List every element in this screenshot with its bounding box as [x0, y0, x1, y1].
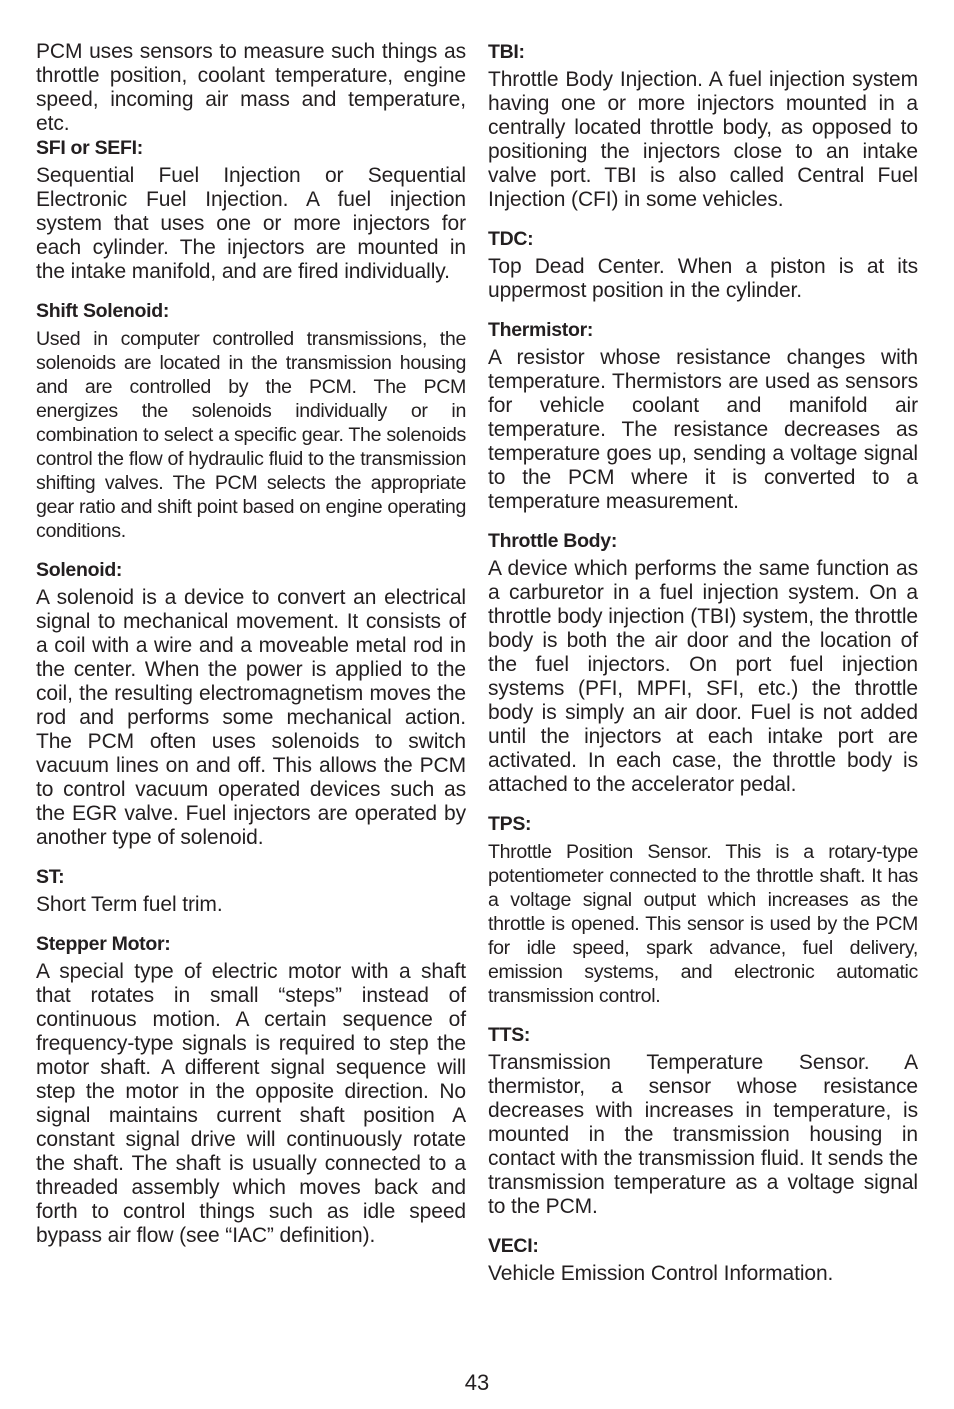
page-number: 43 [464, 1370, 490, 1395]
term-heading: Shift Solenoid: [36, 300, 170, 322]
glossary-entry-st [36, 865, 466, 917]
term-definition: Throttle Position Sensor. This is a rotary-type potentiometer connected to the throttle shaft. It has a voltage signal output which increases as the throttle is opened. This sensor is used by the PCM for idle speed, spark advance, fuel delivery, emission systems, and electronic automatic transmission control. [488, 841, 918, 1007]
glossary-entry-tbi [488, 40, 918, 212]
glossary-entry-stepper-motor [36, 932, 466, 1248]
glossary-entry-tts [488, 1023, 918, 1219]
term-definition: Vehicle Emission Control Information. [488, 1262, 834, 1285]
glossary-entry-sfi [36, 136, 466, 284]
glossary-entry-tps [488, 812, 918, 1008]
glossary-entry-thermistor [488, 318, 918, 514]
term-heading: TTS: [488, 1024, 531, 1046]
term-definition: A solenoid is a device to convert an electrical signal to mechanical movement. It consists of a coil with a wire and a moveable metal rod in the center. When the power is applied to the coil, the resulting electromagnetism moves the rod and performs some mechanical action. The PCM often uses solenoids to switch vacuum lines on and off. This allows the PCM to control vacuum operated devices such as the EGR valve. Fuel injectors are operated by another type of solenoid. [36, 586, 466, 849]
term-definition: Transmission Temperature Sensor. A thermistor, a sensor whose resistance decreases with increases in temperature, is mounted in the transmission housing in contact with the transmission fluid. It sends the transmission temperature as a voltage signal to the PCM. [488, 1051, 918, 1218]
right-column [488, 40, 918, 1301]
glossary-entry-shift-solenoid [36, 299, 466, 543]
term-heading: TPS: [488, 813, 532, 835]
glossary-entry-tdc [488, 227, 918, 303]
term-definition: A device which performs the same function as a carburetor in a fuel injection system. On a throttle body injection (TBI) system, the throttle body is both the air door and the location of the fuel injectors. On port fuel injection systems (PFI, MPFI, SFI, etc.) the throttle body is simply an air door. Fuel is not added until the injectors at each intake port are activated. In each case, the throttle body is attached to the accelerator pedal. [488, 557, 918, 796]
term-heading: TBI: [488, 41, 525, 63]
term-definition: A resistor whose resistance changes with temperature. Thermistors are used as sensors for vehicle coolant and manifold air temperature. The resistance decreases as temperature goes up, sending a voltage signal to the PCM where it is converted to a temperature measurement. [488, 346, 918, 513]
term-heading: SFI or SEFI: [36, 137, 143, 159]
term-heading: TDC: [488, 228, 534, 250]
term-heading: Thermistor: [488, 319, 594, 341]
term-definition: Top Dead Center. When a piston is at its uppermost position in the cylinder. [488, 255, 918, 302]
term-definition: A special type of electric motor with a shaft that rotates in small “steps” instead of continuous motion. A certain sequence of frequency-type signals is required to step the motor shaft. A different signal sequence will step the motor in the opposite direction. No signal maintains current shaft position A constant signal drive will continuously rotate the shaft. The shaft is usually connected to a threaded assembly which moves back and forth to control things such as idle speed bypass air flow (see “IAC” definition). [36, 960, 466, 1247]
term-heading: Stepper Motor: [36, 933, 171, 955]
term-heading: Solenoid: [36, 559, 123, 581]
term-definition: Used in computer controlled transmissions, the solenoids are located in the transmission housing and are controlled by the PCM. The PCM energizes the solenoids individually or in combination to select a specific gear. The solenoids control the flow of hydraulic fluid to the transmission shifting valves. The PCM selects the appropriate gear ratio and shift point based on engine operating conditions. [36, 328, 466, 542]
left-column [36, 40, 466, 1263]
term-heading: VECI: [488, 1235, 539, 1257]
term-heading: ST: [36, 866, 65, 888]
term-heading: Throttle Body: [488, 530, 618, 552]
term-definition: Throttle Body Injection. A fuel injection system having one or more injectors mounted in a centrally located throttle body, as opposed to positioning the injectors close to an intake valve port. TBI is also called Central Fuel Injection (CFI) in some vehicles. [488, 68, 918, 211]
term-definition: Sequential Fuel Injection or Sequential Electronic Fuel Injection. A fuel injection system that uses one or more injectors for each cylinder. The injectors are mounted in the intake manifold, and are fired individually. [36, 164, 466, 283]
glossary-entry-solenoid [36, 558, 466, 850]
glossary-entry-veci [488, 1234, 918, 1286]
glossary-entry-throttle-body [488, 529, 918, 797]
term-definition: Short Term fuel trim. [36, 893, 223, 916]
intro-paragraph: PCM uses sensors to measure such things as throttle position, coolant temperature, engine speed, incoming air mass and temperature, etc. [36, 40, 466, 135]
